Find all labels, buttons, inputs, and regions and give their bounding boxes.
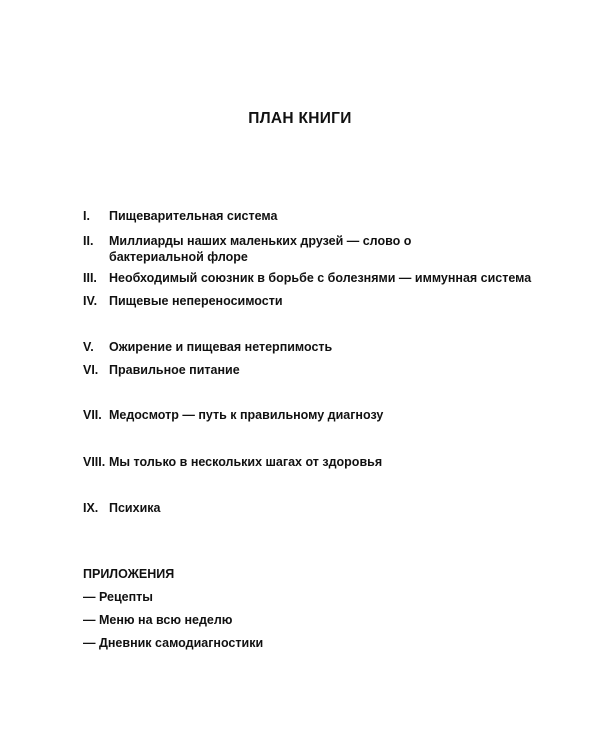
appendix-title: ПРИЛОЖЕНИЯ xyxy=(83,567,175,581)
toc-number: V. xyxy=(83,340,94,354)
toc-text: Медосмотр — путь к правильному диагнозу xyxy=(109,408,384,422)
toc-number: VII. xyxy=(83,408,102,422)
toc-number: I. xyxy=(83,209,90,223)
toc-number: VI. xyxy=(83,363,99,377)
toc-text: Пищевые непереносимости xyxy=(109,294,283,308)
toc-text: Психика xyxy=(109,501,161,515)
page-title: ПЛАН КНИГИ xyxy=(248,110,352,127)
toc-text: Мы только в нескольких шагах от здоровья xyxy=(109,455,383,469)
toc-text: Необходимый союзник в борьбе с болезнями — иммунная система xyxy=(109,271,532,285)
toc-text: Миллиарды наших маленьких друзей — слово о бактериальной флоре xyxy=(109,234,412,264)
appendix-item-recipes: — Рецепты xyxy=(83,590,153,604)
appendix-item-diary: — Дневник самодиагностики xyxy=(83,636,264,650)
toc-number: IV. xyxy=(83,294,98,308)
toc-text: Правильное питание xyxy=(109,363,240,377)
toc-number: III. xyxy=(83,271,97,285)
toc-text: Пищеварительная система xyxy=(109,209,278,223)
toc-text: Ожирение и пищевая нетерпимость xyxy=(109,340,333,354)
appendix-item-weekly-menu: — Меню на всю неделю xyxy=(83,613,233,627)
toc-number: VIII. xyxy=(83,455,106,469)
toc-number: II. xyxy=(83,234,94,248)
toc-number: IX. xyxy=(83,501,99,515)
